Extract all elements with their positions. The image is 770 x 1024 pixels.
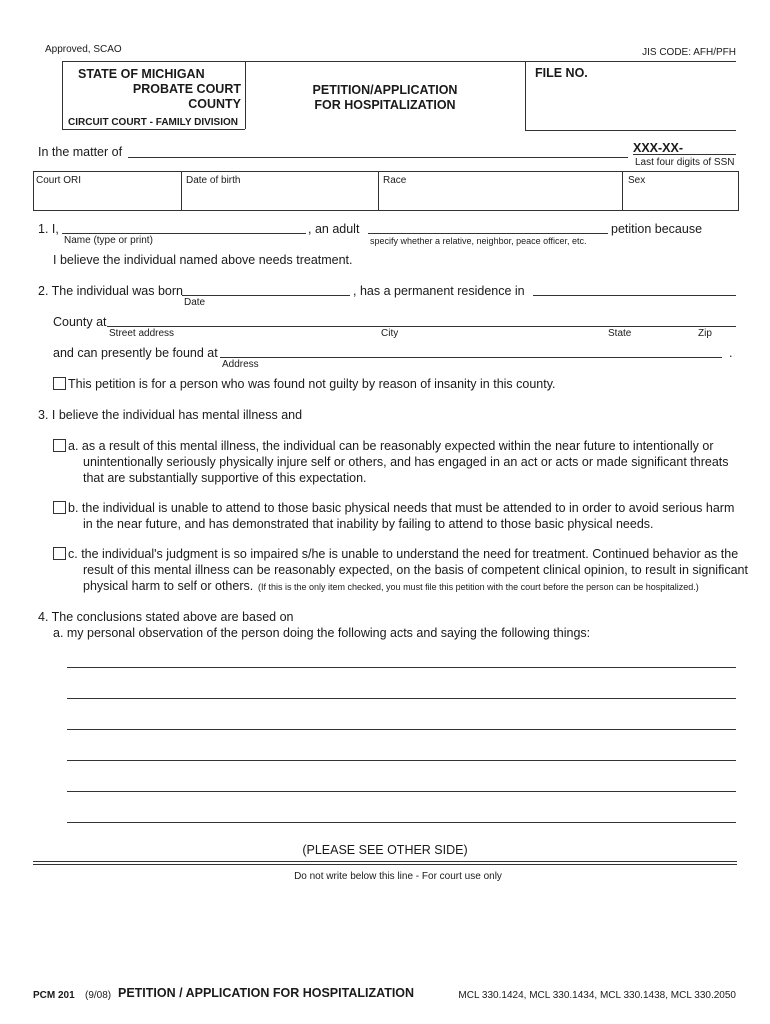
item3b-line-2: in the near future, and has demonstrated that inability by failing to attend to those basic physical needs. (83, 517, 654, 531)
mcl-citations: MCL 330.1424, MCL 330.1434, MCL 330.1438, MCL 330.2050 (458, 990, 736, 1001)
file-no-bottom-rule (525, 130, 736, 131)
residence-label: , has a permanent residence in (353, 284, 525, 298)
petitioner-name-field[interactable] (62, 233, 306, 234)
an-adult-label: , an adult (308, 222, 360, 236)
item3-intro: 3. I believe the individual has mental illness and (38, 408, 303, 422)
insanity-checkbox[interactable] (53, 377, 66, 390)
city-caption: City (381, 328, 399, 339)
address-caption: Address (222, 359, 259, 370)
header-left-rule (62, 61, 63, 129)
circuit-court-label: CIRCUIT COURT - FAMILY DIVISION (68, 117, 239, 128)
item3a-line-3: that are substantially supportive of this expectation. (83, 471, 367, 485)
residence-county-field[interactable] (533, 295, 736, 296)
item3c-checkbox[interactable] (53, 547, 66, 560)
insanity-statement: This petition is for a person who was found not guilty by reason of insanity in this county. (68, 377, 556, 391)
item4a-text: a. my personal observation of the person doing the following acts and saying the following things: (53, 626, 591, 640)
form-revision: (9/08) (85, 990, 112, 1001)
header-bottom-rule (62, 129, 245, 130)
form-title-line-2: FOR HOSPITALIZATION (314, 98, 456, 112)
court-ori-label: Court ORI (36, 175, 82, 186)
found-at-label: and can presently be found at (53, 346, 218, 360)
header-divider-2 (525, 61, 526, 131)
state-name: STATE OF MICHIGAN (78, 67, 205, 81)
item3b-line-1: b. the individual is unable to attend to those basic physical needs that must be attended to in order to avoid serious harm (68, 501, 735, 515)
found-at-period: . (729, 346, 733, 360)
item3b-checkbox[interactable] (53, 501, 66, 514)
matter-name-field[interactable] (128, 157, 628, 158)
ssn-prefix: XXX-XX- (633, 141, 684, 155)
county-label: COUNTY (188, 97, 241, 111)
residence-address-field[interactable] (107, 326, 736, 327)
needs-treatment-statement: I believe the individual named above needs treatment. (53, 253, 353, 267)
county-at-label: County at (53, 315, 107, 329)
petition-because-label: petition because (611, 222, 703, 236)
item3c-note: (If this is the only item checked, you must file this petition with the court before the person can be hospitalized.) (258, 582, 699, 592)
item3c-line-3: physical harm to self or others. (83, 579, 254, 593)
info-divider-1 (181, 171, 182, 210)
item3a-line-2: unintentionally seriously physically injure self or others, and has engaged in an act or acts or made significant threats (83, 455, 729, 469)
file-no-field[interactable] (600, 64, 730, 124)
state-caption: State (608, 328, 632, 339)
date-of-birth-label: Date of birth (186, 175, 241, 186)
date-caption: Date (184, 297, 206, 308)
sex-label: Sex (628, 175, 646, 186)
item4-intro: 4. The conclusions stated above are based on (38, 610, 294, 624)
see-other-side: (PLEASE SEE OTHER SIDE) (302, 843, 468, 857)
court-use-double-rule (33, 861, 737, 865)
observation-line-5[interactable] (67, 791, 736, 792)
item2-born-label: 2. The individual was born (38, 284, 183, 298)
relationship-field[interactable] (368, 233, 608, 234)
jis-code: JIS CODE: AFH/PFH (642, 47, 736, 58)
observation-line-3[interactable] (67, 729, 736, 730)
observation-line-6[interactable] (67, 822, 736, 823)
race-label: Race (383, 175, 407, 186)
probate-court-label: PROBATE COURT (132, 82, 241, 96)
matter-label: In the matter of (38, 145, 123, 159)
observation-line-4[interactable] (67, 760, 736, 761)
footer-form-name: PETITION / APPLICATION FOR HOSPITALIZATION (118, 986, 415, 1000)
approved-label: Approved, SCAO (45, 44, 122, 55)
item3c-line-1: c. the individual's judgment is so impaired s/he is unable to understand the need for treatment. Continued behavior as the (68, 547, 739, 561)
form-title-line-1: PETITION/APPLICATION (312, 83, 458, 97)
header-top-rule (62, 61, 736, 62)
file-no-label: FILE NO. (535, 66, 588, 80)
observation-line-2[interactable] (67, 698, 736, 699)
info-divider-2 (378, 171, 379, 210)
ssn-caption: Last four digits of SSN (635, 157, 735, 168)
form-number: PCM 201 (33, 990, 75, 1001)
zip-caption: Zip (698, 328, 712, 339)
current-location-field[interactable] (220, 357, 722, 358)
info-divider-3 (622, 171, 623, 210)
birth-date-field[interactable] (182, 295, 350, 296)
ssn-field[interactable] (633, 154, 736, 155)
name-caption: Name (type or print) (64, 235, 153, 246)
specify-caption: specify whether a relative, neighbor, peace officer, etc. (370, 236, 587, 246)
court-use-notice: Do not write below this line - For court use only (294, 871, 502, 882)
observation-line-1[interactable] (67, 667, 736, 668)
item3a-line-1: a. as a result of this mental illness, the individual can be reasonably expected within the near future to intentionally or (68, 439, 714, 453)
item1-number: 1. I, (38, 222, 59, 236)
street-caption: Street address (109, 328, 175, 339)
item3c-line-2: result of this mental illness can be reasonably expected, on the basis of competent clinical opinion, to result in significant (83, 563, 748, 577)
item3a-checkbox[interactable] (53, 439, 66, 452)
